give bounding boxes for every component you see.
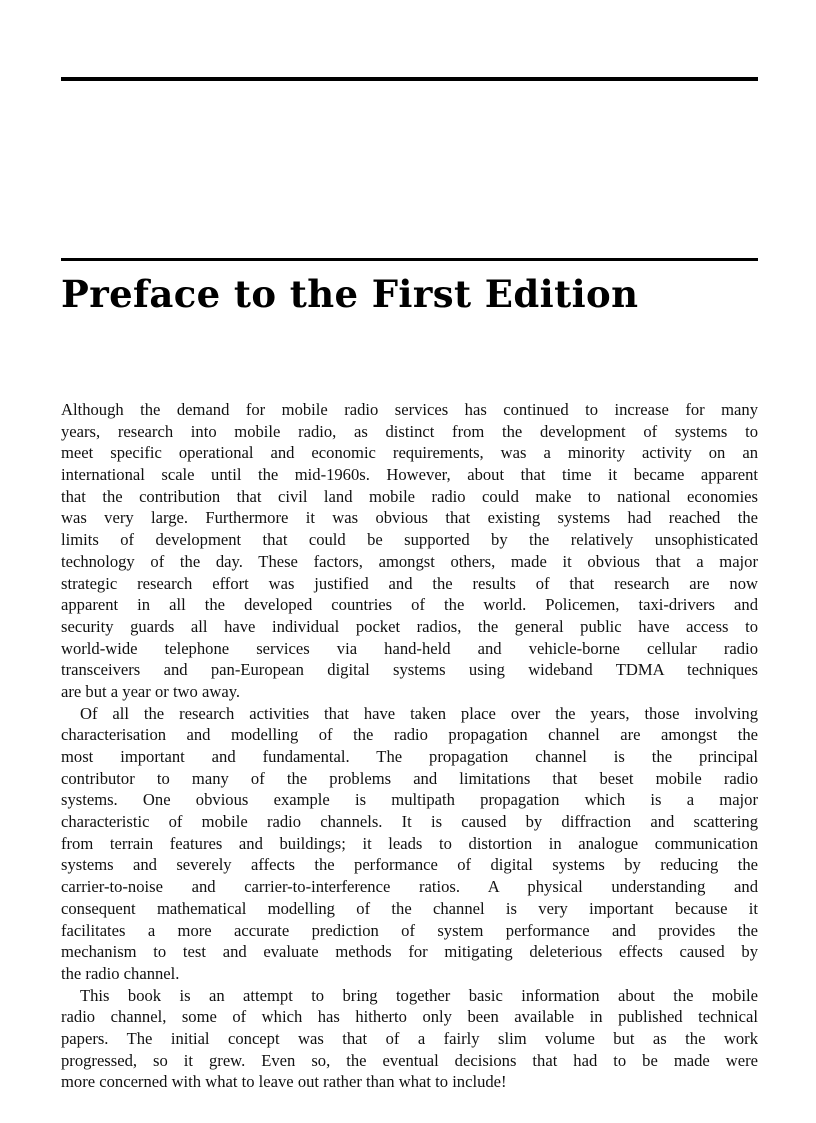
- text-line: world-wide telephone services via hand-held and vehicle-borne cellular radio: [61, 638, 758, 658]
- text-line: more concerned with what to leave out rather than what to include!: [61, 1072, 507, 1092]
- text-line: are but a year or two away.: [61, 681, 241, 701]
- text-line: security guards all have individual pocket radios, the general public have access to: [61, 616, 758, 636]
- text-line: characterisation and modelling of the radio propagation channel are amongst the: [61, 725, 758, 745]
- text-line: transceivers and pan-European digital systems using wideband TDMA techniques: [61, 660, 758, 680]
- page-title: Preface to the First Edition: [61, 272, 639, 316]
- text-line: mechanism to test and evaluate methods for mitigating deleterious effects caused by: [61, 942, 758, 962]
- text-line: apparent in all the developed countries of the world. Policemen, taxi-drivers and: [61, 595, 758, 615]
- body-text: [61, 399, 758, 1093]
- text-line: systems and severely affects the performance of digital systems by reducing the: [61, 855, 758, 875]
- text-line: progressed, so it grew. Even so, the eventual decisions that had to be made were: [61, 1050, 758, 1070]
- text-line: systems. One obvious example is multipath propagation which is a major: [61, 790, 758, 810]
- text-line: technology of the day. These factors, amongst others, made it obvious that a major: [61, 551, 758, 571]
- text-line: This book is an attempt to bring together basic information about the mobile: [80, 985, 758, 1005]
- paragraph-1: [61, 399, 758, 703]
- text-line: strategic research effort was justified and the results of that research are now: [61, 573, 758, 593]
- text-line: meet specific operational and economic requirements, was a minority activity on an: [61, 443, 758, 463]
- paragraph-3: [61, 985, 758, 1093]
- top-rule: [61, 77, 758, 81]
- text-line: the radio channel.: [61, 963, 180, 983]
- text-line: contributor to many of the problems and limitations that beset mobile radio: [61, 768, 758, 788]
- text-line: limits of development that could be supported by the relatively unsophisticated: [61, 530, 758, 550]
- text-line: facilitates a more accurate prediction of system performance and provides the: [61, 920, 758, 940]
- paragraph-2: [61, 703, 758, 985]
- text-line: papers. The initial concept was that of a fairly slim volume but as the work: [61, 1028, 758, 1048]
- text-line: consequent mathematical modelling of the channel is very important because it: [61, 898, 758, 918]
- heading-rule: [61, 258, 758, 261]
- text-line: was very large. Furthermore it was obvious that existing systems had reached the: [61, 508, 758, 528]
- text-line: carrier-to-noise and carrier-to-interference ratios. A physical understanding and: [61, 877, 758, 897]
- text-line: years, research into mobile radio, as distinct from the development of systems to: [61, 421, 758, 441]
- text-line: radio channel, some of which has hitherto only been available in published technical: [61, 1007, 758, 1027]
- text-line: that the contribution that civil land mobile radio could make to national economies: [61, 486, 758, 506]
- text-line: Of all the research activities that have taken place over the years, those involving: [80, 703, 758, 723]
- text-line: international scale until the mid-1960s. However, about that time it became apparent: [61, 465, 758, 485]
- text-line: most important and fundamental. The propagation channel is the principal: [61, 747, 758, 766]
- text-line: Although the demand for mobile radio services has continued to increase for many: [61, 400, 758, 419]
- text-line: characteristic of mobile radio channels. It is caused by diffraction and scattering: [61, 812, 758, 832]
- text-line: from terrain features and buildings; it leads to distortion in analogue communication: [61, 833, 758, 853]
